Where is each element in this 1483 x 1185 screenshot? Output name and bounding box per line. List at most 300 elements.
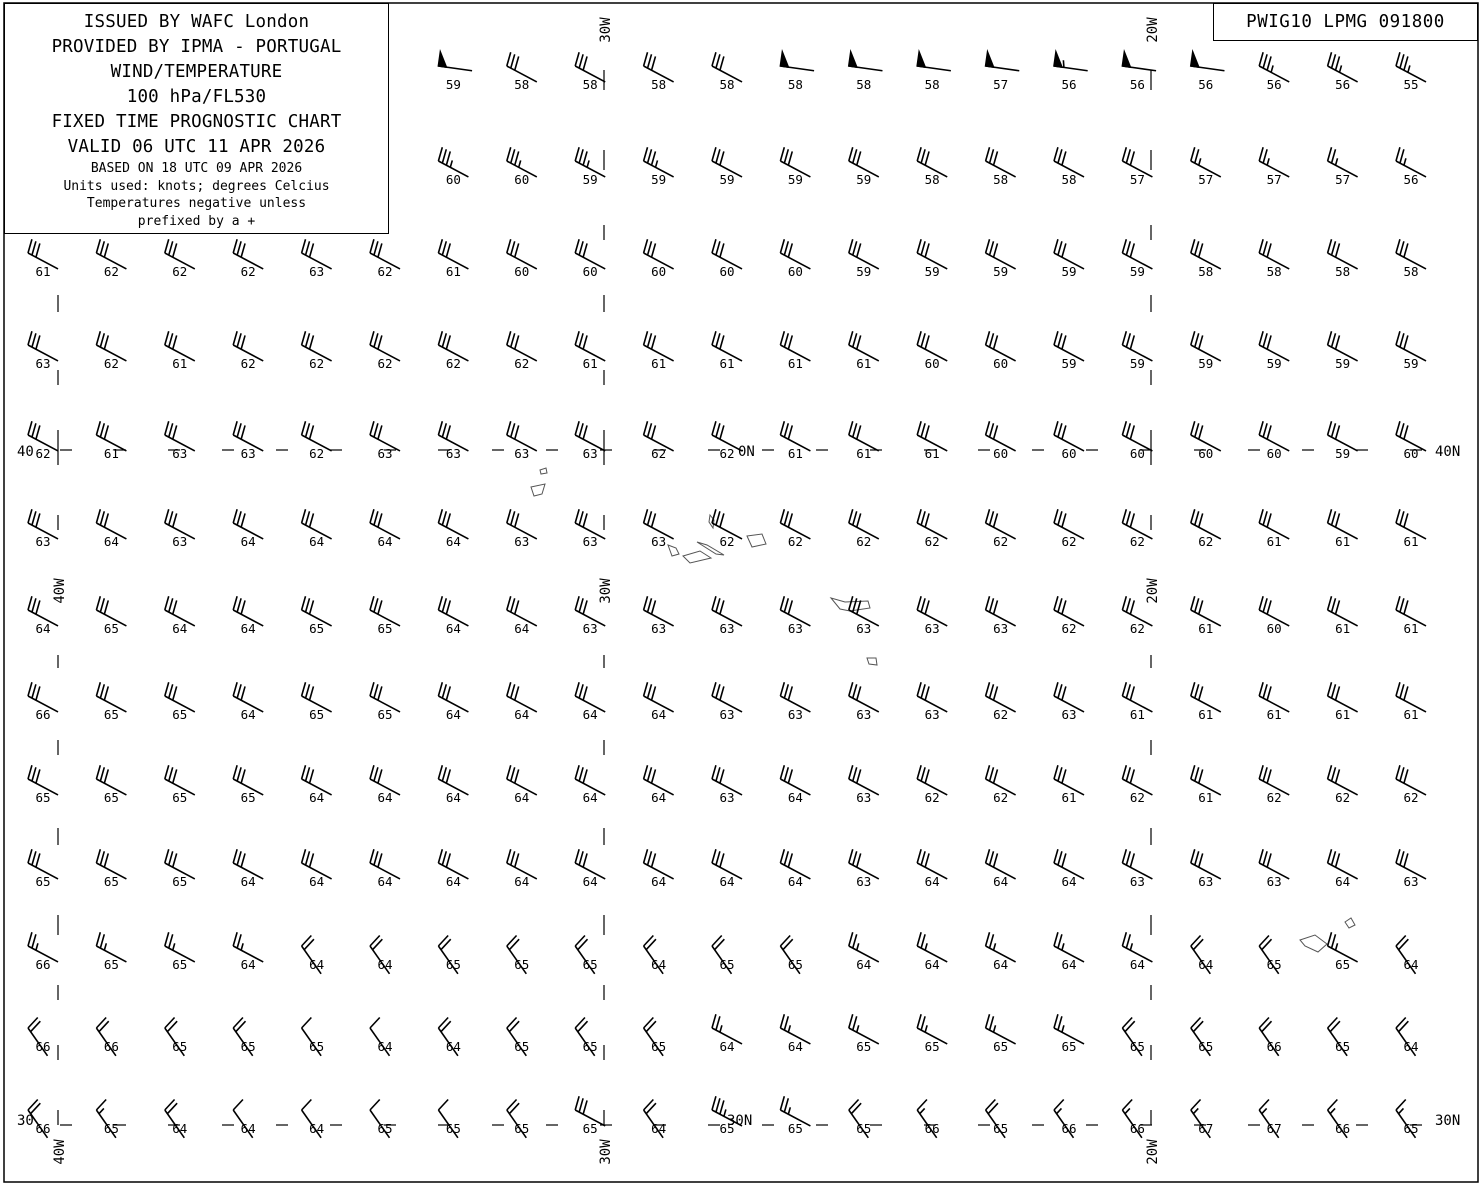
longitude-label-20w-top: 20W [1145,17,1161,43]
temperature-label: 65 [1266,957,1282,972]
temperature-label: 58 [1061,172,1077,187]
temperature-label: 64 [309,534,325,549]
temperature-label: 67 [1266,1121,1282,1136]
units-note: Units used: knots; degrees Celcius [63,178,330,194]
temperature-label: 61 [651,356,667,371]
longitude-label-30w-mid: 30W [598,578,614,604]
temperature-note-2: prefixed by a + [137,213,256,229]
temperature-label: 59 [856,264,872,279]
temperature-label: 65 [719,957,735,972]
temperature-label: 62 [719,446,735,461]
temperature-label: 59 [1335,446,1351,461]
temperature-label: 65 [103,621,119,636]
temperature-note-1: Temperatures negative unless [86,196,307,211]
island-outline [1300,935,1327,952]
island-outline [531,484,545,496]
temperature-label: 61 [856,356,872,371]
temperature-label: 59 [582,172,598,187]
temperature-label: 65 [651,1039,667,1054]
temperature-label: 66 [1266,1039,1282,1054]
temperature-label: 65 [172,957,188,972]
temperature-label: 63 [35,356,51,371]
temperature-label: 64 [856,957,872,972]
temperature-label: 64 [445,534,461,549]
temperature-label: 59 [787,172,803,187]
temperature-label: 65 [1335,1039,1351,1054]
temperature-label: 64 [787,1039,803,1054]
temperature-label: 63 [377,446,393,461]
temperature-label: 58 [1403,264,1419,279]
temperature-label: 65 [993,1121,1009,1136]
latitude-label-30n-left: 30 [17,1113,34,1129]
temperature-label: 65 [377,621,393,636]
temperature-label: 65 [514,957,530,972]
temperature-label: 61 [787,446,803,461]
temperature-label: 59 [856,172,872,187]
valid-time: VALID 06 UTC 11 APR 2026 [67,137,326,157]
temperature-label: 60 [993,356,1009,371]
temperature-label: 65 [1198,1039,1214,1054]
temperature-label: 65 [719,1121,735,1136]
temperature-label: 65 [445,1121,461,1136]
temperature-label: 64 [445,707,461,722]
temperature-label: 57 [1198,172,1214,187]
temperature-label: 65 [993,1039,1009,1054]
temperature-label: 64 [514,790,530,805]
longitude-label-40w-bottom: 40W [52,1139,68,1165]
island-outline [540,468,547,474]
temperature-label: 65 [1335,957,1351,972]
temperature-label: 66 [1335,1121,1351,1136]
temperature-label: 58 [582,77,598,92]
temperature-label: 62 [377,264,393,279]
temperature-label: 66 [103,1039,119,1054]
temperature-label: 60 [719,264,735,279]
temperature-label: 62 [1061,621,1077,636]
temperature-label: 63 [240,446,256,461]
temperature-label: 61 [172,356,188,371]
temperature-label: 64 [993,874,1009,889]
temperature-label: 61 [103,446,119,461]
temperature-label: 63 [856,621,872,636]
latitude-label-40n-right: 40N [1435,444,1461,460]
temperature-label: 64 [309,957,325,972]
temperature-label: 64 [514,874,530,889]
temperature-label: 60 [514,264,530,279]
temperature-label: 56 [1061,77,1077,92]
temperature-label: 64 [651,707,667,722]
temperature-label: 65 [377,707,393,722]
temperature-label: 63 [1061,707,1077,722]
temperature-label: 58 [1335,264,1351,279]
temperature-label: 61 [1266,707,1282,722]
temperature-label: 65 [924,1039,940,1054]
chart-id-box: PWIG10 LPMG 091800 [1213,3,1478,41]
temperature-label: 61 [1129,707,1145,722]
temperature-label: 64 [582,707,598,722]
temperature-label: 62 [1198,534,1214,549]
temperature-label: 65 [582,957,598,972]
temperature-label: 62 [1061,534,1077,549]
temperature-label: 66 [35,1039,51,1054]
temperature-label: 64 [1403,1039,1419,1054]
temperature-label: 64 [1129,957,1145,972]
temperature-label: 62 [103,356,119,371]
temperature-label: 65 [514,1039,530,1054]
temperature-label: 61 [1403,707,1419,722]
temperature-label: 58 [924,172,940,187]
temperature-label: 64 [309,874,325,889]
temperature-label: 64 [1061,957,1077,972]
temperature-label: 59 [993,264,1009,279]
temperature-label: 62 [172,264,188,279]
temperature-label: 64 [651,957,667,972]
temperature-label: 63 [787,707,803,722]
temperature-label: 64 [445,790,461,805]
temperature-label: 62 [35,446,51,461]
temperature-label: 65 [514,1121,530,1136]
temperature-label: 63 [35,534,51,549]
temperature-label: 61 [787,356,803,371]
temperature-label: 64 [240,707,256,722]
temperature-label: 58 [719,77,735,92]
temperature-label: 62 [856,534,872,549]
temperature-label: 67 [1198,1121,1214,1136]
temperature-label: 63 [924,621,940,636]
island-outline [1345,918,1355,928]
temperature-label: 61 [1335,621,1351,636]
temperature-label: 64 [103,534,119,549]
wind-barb [986,52,1020,71]
temperature-label: 64 [924,957,940,972]
temperature-label: 65 [377,1121,393,1136]
temperature-label: 57 [1129,172,1145,187]
temperature-label: 56 [1403,172,1419,187]
wind-barb [1122,52,1156,71]
wind-barb [917,52,951,71]
latitude-label-40n-left: 40 [17,444,34,460]
temperature-label: 59 [1061,264,1077,279]
temperature-label: 61 [1335,534,1351,549]
temperature-label: 64 [377,957,393,972]
wind-barb [849,52,883,71]
temperature-label: 64 [787,790,803,805]
temperature-label: 66 [1061,1121,1077,1136]
temperature-label: 63 [1129,874,1145,889]
temperature-label: 64 [445,1039,461,1054]
temperature-label: 60 [1266,621,1282,636]
temperature-label: 63 [172,534,188,549]
temperature-label: 65 [172,790,188,805]
temperature-label: 64 [445,874,461,889]
temperature-label: 65 [35,790,51,805]
temperature-label: 60 [924,356,940,371]
temperature-label: 66 [35,1121,51,1136]
temperature-label: 61 [856,446,872,461]
temperature-label: 61 [1266,534,1282,549]
temperature-label: 59 [1266,356,1282,371]
temperature-label: 64 [651,1121,667,1136]
temperature-label: 62 [1129,621,1145,636]
temperature-label: 63 [309,264,325,279]
longitude-label-20w-bottom: 20W [1145,1139,1161,1165]
temperature-label: 58 [514,77,530,92]
temperature-label: 62 [993,534,1009,549]
temperature-label: 64 [240,621,256,636]
temperature-label: 64 [1403,957,1419,972]
temperature-label: 62 [651,446,667,461]
temperature-label: 65 [172,1039,188,1054]
temperature-label: 63 [651,534,667,549]
temperature-label: 63 [582,534,598,549]
temperature-label: 55 [1403,77,1419,92]
temperature-label: 63 [1266,874,1282,889]
longitude-label-40w-mid: 40W [52,578,68,604]
temperature-label: 66 [1129,1121,1145,1136]
temperature-label: 64 [35,621,51,636]
temperature-label: 65 [172,874,188,889]
temperature-label: 60 [1061,446,1077,461]
temperature-label: 63 [719,621,735,636]
chart-header-box [4,3,389,234]
temperature-label: 63 [172,446,188,461]
issued-by: ISSUED BY WAFC London [83,12,310,32]
latitude-label-30n-right: 30N [1435,1113,1461,1129]
temperature-label: 64 [240,534,256,549]
wind-barb [1054,52,1088,71]
temperature-label: 62 [377,356,393,371]
temperature-label: 60 [445,172,461,187]
temperature-label: 64 [377,874,393,889]
temperature-label: 58 [651,77,667,92]
temperature-label: 63 [582,446,598,461]
temperature-label: 59 [1198,356,1214,371]
temperature-label: 58 [924,77,940,92]
latitude-label-30n-mid: 30N [727,1113,753,1129]
temperature-label: 64 [719,1039,735,1054]
temperature-label: 64 [309,1121,325,1136]
temperature-label: 65 [445,957,461,972]
temperature-label: 63 [787,621,803,636]
island-outline [867,658,877,665]
temperature-label: 62 [993,707,1009,722]
temperature-label: 66 [35,957,51,972]
temperature-label: 58 [1198,264,1214,279]
temperature-label: 62 [1335,790,1351,805]
temperature-label: 59 [1403,356,1419,371]
temperature-label: 63 [651,621,667,636]
temperature-label: 65 [103,874,119,889]
temperature-label: 60 [514,172,530,187]
temperature-label: 64 [1335,874,1351,889]
longitude-label-20w-mid: 20W [1145,578,1161,604]
temperature-label: 65 [309,1039,325,1054]
temperature-label: 62 [514,356,530,371]
temperature-label: 57 [1266,172,1282,187]
longitude-label-30w-bottom: 30W [598,1139,614,1165]
island-outline [683,551,711,563]
temperature-label: 64 [172,621,188,636]
temperature-label: 62 [787,534,803,549]
temperature-label: 64 [651,874,667,889]
temperature-label: 61 [719,356,735,371]
temperature-label: 62 [309,446,325,461]
temperature-label: 58 [787,77,803,92]
longitude-label-30w-top: 30W [598,17,614,43]
temperature-label: 62 [103,264,119,279]
temperature-label: 56 [1335,77,1351,92]
temperature-label: 62 [719,534,735,549]
temperature-label: 65 [787,1121,803,1136]
temperature-label: 62 [1403,790,1419,805]
temperature-label: 56 [1198,77,1214,92]
temperature-label: 64 [240,1121,256,1136]
temperature-label: 60 [1403,446,1419,461]
temperature-label: 63 [1198,874,1214,889]
temperature-label: 63 [1403,874,1419,889]
temperature-label: 66 [35,707,51,722]
temperature-label: 65 [1403,1121,1419,1136]
temperature-label: 66 [924,1121,940,1136]
temperature-label: 62 [993,790,1009,805]
temperature-label: 65 [103,790,119,805]
temperature-label: 56 [1129,77,1145,92]
temperature-label: 57 [1335,172,1351,187]
temperature-label: 64 [172,1121,188,1136]
temperature-label: 62 [924,534,940,549]
temperature-label: 59 [719,172,735,187]
wind-barb [780,52,814,71]
temperature-label: 64 [514,621,530,636]
temperature-label: 64 [377,534,393,549]
temperature-label: 64 [719,874,735,889]
temperature-label: 63 [719,790,735,805]
temperature-label: 62 [1129,534,1145,549]
temperature-label: 65 [309,621,325,636]
temperature-label: 63 [856,790,872,805]
temperature-label: 61 [924,446,940,461]
temperature-label: 61 [1403,621,1419,636]
temperature-label: 59 [651,172,667,187]
temperature-label: 60 [1198,446,1214,461]
temperature-label: 65 [856,1121,872,1136]
temperature-label: 60 [582,264,598,279]
temperature-label: 61 [1335,707,1351,722]
temperature-label: 63 [719,707,735,722]
provided-by: PROVIDED BY IPMA - PORTUGAL [51,37,342,57]
temperature-label: 64 [651,790,667,805]
temperature-label: 64 [445,621,461,636]
temperature-label: 64 [582,874,598,889]
temperature-label: 58 [993,172,1009,187]
wind-barb [1191,52,1225,71]
temperature-label: 61 [582,356,598,371]
temperature-label: 58 [856,77,872,92]
temperature-label: 59 [1061,356,1077,371]
temperature-label: 63 [993,621,1009,636]
temperature-label: 59 [1129,356,1145,371]
temperature-label: 64 [377,790,393,805]
temperature-label: 65 [103,707,119,722]
temperature-label: 65 [582,1039,598,1054]
temperature-label: 65 [787,957,803,972]
temperature-label: 60 [1266,446,1282,461]
temperature-label: 63 [514,534,530,549]
temperature-label: 64 [1198,957,1214,972]
temperature-label: 63 [924,707,940,722]
temperature-label: 63 [514,446,530,461]
temperature-label: 64 [240,957,256,972]
temperature-label: 65 [35,874,51,889]
temperature-label: 65 [309,707,325,722]
temperature-label: 56 [1266,77,1282,92]
wind-barb [438,52,472,71]
temperature-label: 62 [445,356,461,371]
island-outline [668,545,679,556]
temperature-label: 63 [445,446,461,461]
temperature-label: 59 [1129,264,1145,279]
temperature-label: 62 [924,790,940,805]
temperature-label: 64 [240,874,256,889]
temperature-label: 65 [240,790,256,805]
temperature-label: 63 [582,621,598,636]
temperature-label: 65 [1129,1039,1145,1054]
island-outline [747,534,766,547]
temperature-label: 60 [993,446,1009,461]
flight-level: 100 hPa/FL530 [126,87,267,107]
temperature-label: 64 [787,874,803,889]
temperature-label: 58 [1266,264,1282,279]
temperature-label: 61 [35,264,51,279]
temperature-label: 60 [787,264,803,279]
temperature-label: 61 [1403,534,1419,549]
temperature-label: 61 [1198,707,1214,722]
temperature-label: 65 [103,1121,119,1136]
temperature-label: 62 [240,356,256,371]
temperature-label: 65 [172,707,188,722]
temperature-label: 57 [993,77,1009,92]
temperature-label: 61 [1198,790,1214,805]
temperature-label: 64 [924,874,940,889]
temperature-label: 59 [924,264,940,279]
temperature-label: 59 [1335,356,1351,371]
temperature-label: 62 [1266,790,1282,805]
temperature-label: 59 [445,77,461,92]
temperature-label: 61 [1061,790,1077,805]
temperature-label: 64 [1061,874,1077,889]
latitude-label-40n-mid: 0N [738,444,755,460]
temperature-label: 63 [856,874,872,889]
temperature-label: 62 [309,356,325,371]
temperature-label: 64 [377,1039,393,1054]
temperature-label: 63 [856,707,872,722]
temperature-label: 62 [240,264,256,279]
temperature-label: 64 [582,790,598,805]
temperature-label: 60 [651,264,667,279]
temperature-label: 61 [445,264,461,279]
temperature-label: 61 [1198,621,1214,636]
temperature-label: 65 [240,1039,256,1054]
temperature-label: 64 [309,790,325,805]
based-on: BASED ON 18 UTC 09 APR 2026 [90,161,303,176]
temperature-label: 65 [856,1039,872,1054]
chart-type: FIXED TIME PROGNOSTIC CHART [51,112,342,132]
temperature-label: 65 [1061,1039,1077,1054]
temperature-label: 65 [582,1121,598,1136]
temperature-label: 65 [103,957,119,972]
product-title: WIND/TEMPERATURE [110,62,283,82]
temperature-label: 64 [514,707,530,722]
